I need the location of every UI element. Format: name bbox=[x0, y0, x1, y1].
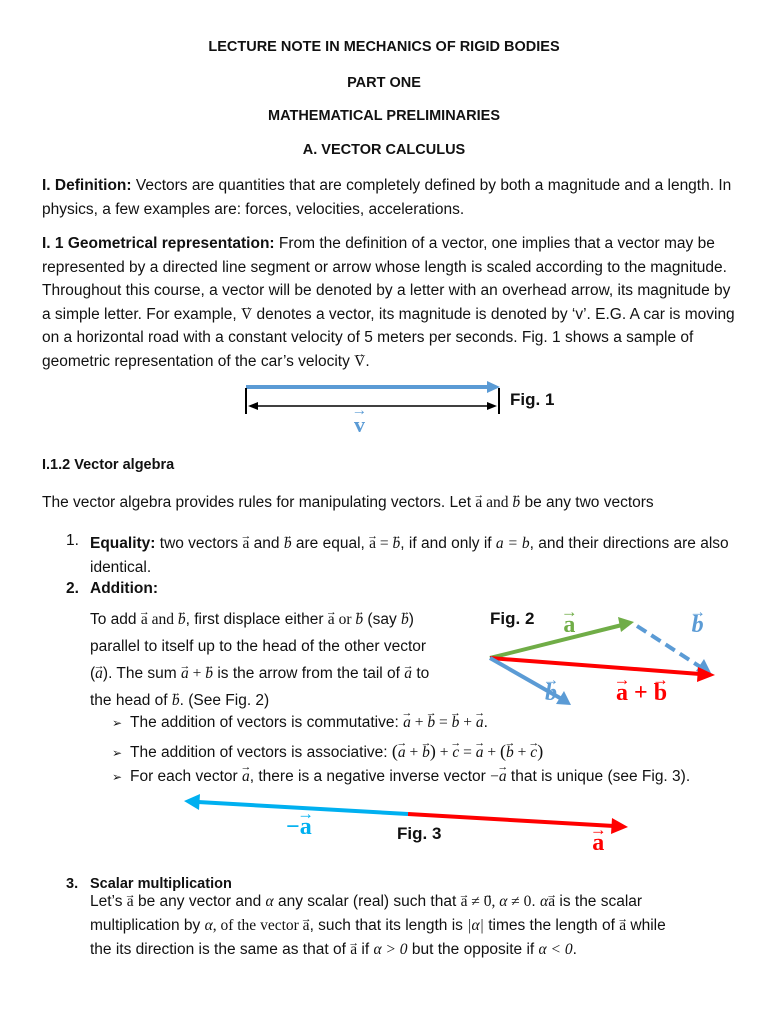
document-title: LECTURE NOTE IN MECHANICS OF RIGID BODIES bbox=[208, 39, 560, 55]
fig2-b-top-label: → b bbox=[692, 612, 704, 639]
vector-v-symbol: → V bbox=[241, 303, 252, 327]
scalar-label: Scalar multiplication bbox=[90, 876, 232, 892]
bullet-commutative: ➢ The addition of vectors is commutative: → a + → b = → b + → a. bbox=[112, 714, 752, 732]
vector-algebra-heading: I.1.2 Vector algebra bbox=[42, 457, 175, 473]
vector-v-symbol: → V bbox=[354, 350, 365, 374]
fig2-b-bottom-label: → b bbox=[545, 680, 557, 707]
fig3-label: Fig. 3 bbox=[397, 824, 442, 843]
addition-number: 2. bbox=[66, 580, 79, 597]
addition-text: To add → a and → b, first displace either → a or → b (say → b) parallel to itself up to the head of the other vector (→ a). The sum → a + → b is the arrow from the tail of → a to the head of → b. (See Fig. 2) bbox=[90, 606, 470, 714]
part-heading: PART ONE bbox=[347, 75, 421, 91]
definition-label: I. Definition: bbox=[42, 177, 132, 194]
fig2-a-label: → a bbox=[563, 612, 575, 639]
scalar-text: Let’s → a be any vector and α any scalar (real) such that → a ≠ → 0, α ≠ 0. α→ a is the scalar multiplication by α, of the vector → a, such that its length is |α| times the length of → a while the its direction is the same as that of → a if α > 0 but the opposite if α < 0. bbox=[90, 890, 750, 962]
fig3-negative-label: −→ a bbox=[286, 814, 312, 841]
fig3-positive-label: → a bbox=[592, 830, 604, 857]
geometric-paragraph: I. 1 Geometrical representation: From the definition of a vector, one implies that a vector may be represented by a directed line segment or arrow whose length is scaled according to the magnitude. Throughout this course, a vector will be denoted by a letter with an overhead arrow, its magnitude by a simple letter. For example, → V denotes a vector, its magnitude is denoted by ‘v’. E.G. A car is moving on a horizontal road with a constant velocity of 5 meters per seconds. Fig. 1 shows a sample of geometric representation of the car’s velocity → V. bbox=[42, 232, 742, 373]
fig2-label: Fig. 2 bbox=[490, 609, 535, 628]
bullet-inverse: ➢ For each vector → a, there is a negative inverse vector −→ a that is unique (see Fig. 3). bbox=[112, 768, 752, 786]
addition-label: Addition: bbox=[90, 580, 159, 597]
definition-text: Vectors are quantities that are completely defined by both a magnitude and a length. In physics, a few examples are: forces, velocities, accelerations. bbox=[42, 177, 732, 218]
subtitle-heading: MATHEMATICAL PRELIMINARIES bbox=[268, 108, 500, 124]
bullet-associative: ➢ The addition of vectors is associative: (→ a + → b) + → c = → a + (→ b + → c) bbox=[112, 741, 752, 762]
equality-number: 1. bbox=[66, 532, 79, 549]
section-heading: A. VECTOR CALCULUS bbox=[302, 142, 466, 158]
scalar-number: 3. bbox=[66, 876, 79, 892]
equality-item: Equality: two vectors → a and → b are equal, → a = → b, if and only if a = b, and their directions are also identical. bbox=[90, 532, 750, 579]
fig1-vector-label: → v bbox=[354, 412, 365, 438]
fig1-label: Fig. 1 bbox=[510, 390, 555, 409]
fig2-sum-label: → a + → b bbox=[616, 680, 667, 707]
vector-algebra-intro: The vector algebra provides rules for manipulating vectors. Let → a and → b be any two vectors bbox=[42, 491, 742, 515]
geometric-label: I. 1 Geometrical representation: bbox=[42, 235, 275, 252]
